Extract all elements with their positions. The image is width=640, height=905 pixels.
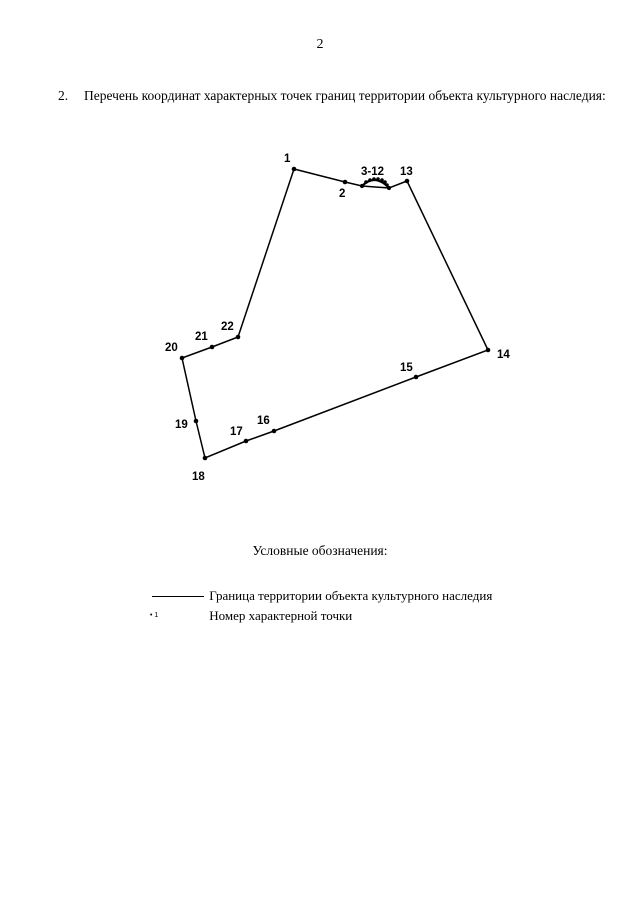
point-1 <box>292 167 297 172</box>
point-label-20: 20 <box>165 342 178 354</box>
point-4 <box>364 180 368 184</box>
point-15 <box>414 375 419 380</box>
point-labels <box>165 153 510 483</box>
characteristic-points <box>180 167 491 461</box>
point-13 <box>405 179 410 184</box>
point-12 <box>387 186 391 190</box>
point-label-1: 1 <box>284 153 291 165</box>
legend-boundary-row <box>150 588 492 604</box>
point-label-14: 14 <box>497 349 510 361</box>
point-5 <box>368 178 372 182</box>
point-8 <box>380 178 384 182</box>
point-3 <box>360 184 364 188</box>
point-label-13: 13 <box>400 166 413 178</box>
legend-point-label: Номер характерной точки <box>209 608 353 623</box>
point-14 <box>486 348 491 353</box>
point-18 <box>203 456 208 461</box>
section-title: Перечень координат характерных точек границ территории объекта культурного наследия: <box>84 88 606 103</box>
point-label-3-12: 3-12 <box>361 166 385 178</box>
point-21 <box>210 345 215 350</box>
legend-boundary-label: Граница территории объекта культурного наследия <box>209 588 493 603</box>
point-label-19: 19 <box>175 419 188 431</box>
point-2 <box>343 180 348 185</box>
page-number: 2 <box>316 37 324 52</box>
point-22 <box>236 335 241 340</box>
boundary-line <box>182 169 488 458</box>
point-16 <box>272 429 277 434</box>
point-label-16: 16 <box>257 415 270 427</box>
legend-point-row <box>150 608 352 624</box>
point-label-15: 15 <box>400 362 413 374</box>
section-number: 2. <box>58 88 69 103</box>
boundary-line-symbol <box>150 592 206 602</box>
point-label-18: 18 <box>192 471 205 483</box>
point-17 <box>244 439 249 444</box>
point-9 <box>383 180 387 184</box>
point-label-17: 17 <box>230 426 243 438</box>
point-20 <box>180 356 185 361</box>
point-19 <box>194 419 199 424</box>
point-label-21: 21 <box>195 331 208 343</box>
point-symbol: • 1 <box>150 612 159 620</box>
point-label-22: 22 <box>221 321 234 333</box>
legend-title: Условные обозначения: <box>252 543 388 558</box>
point-label-2: 2 <box>339 188 346 200</box>
